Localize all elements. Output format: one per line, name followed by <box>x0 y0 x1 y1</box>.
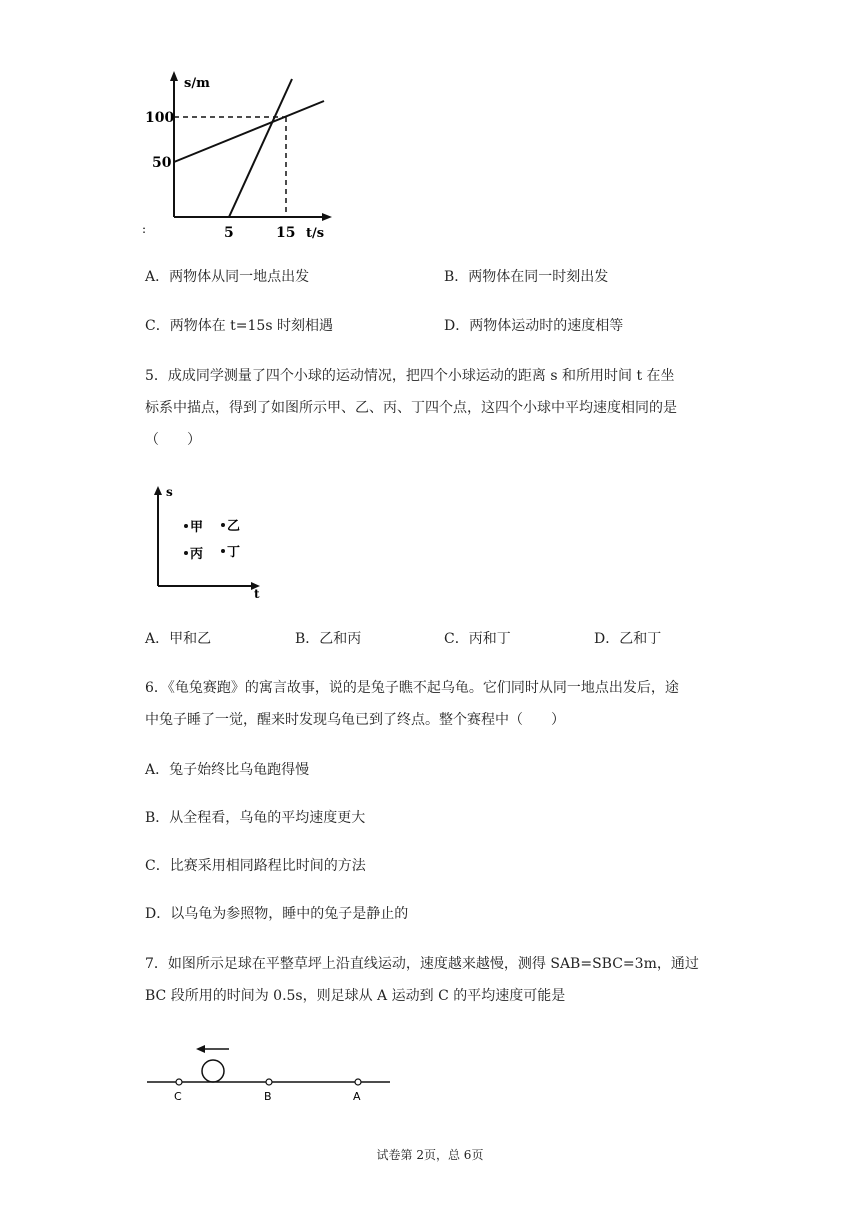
point-a-label: A <box>353 1090 361 1103</box>
y-tick-50: 50 <box>152 155 172 171</box>
football <box>202 1060 224 1082</box>
point-c-marker <box>176 1079 182 1085</box>
point-b-marker <box>266 1079 272 1085</box>
q4-option-b: B．两物体在同一时刻出发 <box>444 269 609 285</box>
q5-stem-line-2: 标系中描点，得到了如图所示甲、乙、丙、丁四个点，这四个小球中平均速度相同的是 <box>145 400 677 416</box>
q7-stem-line-2: BC 段所用的时间为 0.5s，则足球从 A 运动到 C 的平均速度可能是 <box>145 988 566 1004</box>
point-yi-label: 乙 <box>227 519 241 534</box>
point-a-marker <box>355 1079 361 1085</box>
x-axis-label: t/s <box>306 226 325 241</box>
q7-stem-line-1: 7．如图所示足球在平整草坪上沿直线运动，速度越来越慢，测得 SAB=SBC=3m，通过 <box>145 956 699 972</box>
object-line-1 <box>174 101 324 162</box>
page-footer: 试卷第 2页，总 6页 <box>376 1148 484 1162</box>
x-tick-5: 5 <box>224 225 234 241</box>
point-bing-dot <box>184 551 188 555</box>
q5-stem-line-3: （ ） <box>145 432 201 448</box>
q5-option-b: B．乙和丙 <box>295 631 362 647</box>
q6-option-c: C．比赛采用相同路程比时间的方法 <box>145 858 366 874</box>
point-b-label: B <box>264 1090 272 1103</box>
point-bing-label: 丙 <box>190 547 204 562</box>
q5-stem-line-1: 5．成成同学测量了四个小球的运动情况，把四个小球运动的距离 s 和所用时间 t 在坐 <box>145 368 675 384</box>
q4-option-d: D．两物体运动时的速度相等 <box>444 318 624 334</box>
q7-ball-figure <box>145 1035 395 1105</box>
motion-arrow-head <box>196 1045 205 1053</box>
y-tick-100: 100 <box>145 110 175 126</box>
x-tick-15: 15 <box>276 225 296 241</box>
q4-option-a: A．两物体从同一地点出发 <box>145 269 310 285</box>
point-ding-dot <box>221 549 225 553</box>
q4-option-c: C．两物体在 t=15s 时刻相遇 <box>145 318 333 334</box>
q6-stem-line-1: 6．《龟兔赛跑》的寓言故事，说的是兔子瞧不起乌龟。它们同时从同一地点出发后，途 <box>145 680 679 696</box>
point-ding-label: 丁 <box>227 545 241 560</box>
x-axis-label: t <box>254 587 260 600</box>
margin-mark: : <box>142 222 147 236</box>
q6-option-d: D．以乌龟为参照物，睡中的兔子是静止的 <box>145 906 409 922</box>
point-jia-label: 甲 <box>190 520 204 535</box>
point-c-label: C <box>174 1090 182 1103</box>
q5-option-d: D．乙和丁 <box>594 631 662 647</box>
x-axis-arrow <box>322 213 332 221</box>
q6-option-a: A．兔子始终比乌龟跑得慢 <box>145 762 310 778</box>
q5-st-points-graph <box>140 480 270 600</box>
q5-option-c: C．丙和丁 <box>444 631 511 647</box>
point-jia-dot <box>184 524 188 528</box>
q4-st-graph <box>140 65 340 245</box>
y-axis-label: s <box>166 485 173 499</box>
y-axis-label: s/m <box>184 76 210 91</box>
y-axis-arrow <box>170 71 178 81</box>
y-axis-arrow <box>154 486 162 495</box>
point-yi-dot <box>221 523 225 527</box>
q5-option-a: A．甲和乙 <box>145 631 212 647</box>
q6-option-b: B．从全程看，乌龟的平均速度更大 <box>145 810 366 826</box>
q6-stem-line-2: 中兔子睡了一觉，醒来时发现乌龟已到了终点。整个赛程中（ ） <box>145 712 565 728</box>
object-line-2 <box>229 79 292 217</box>
